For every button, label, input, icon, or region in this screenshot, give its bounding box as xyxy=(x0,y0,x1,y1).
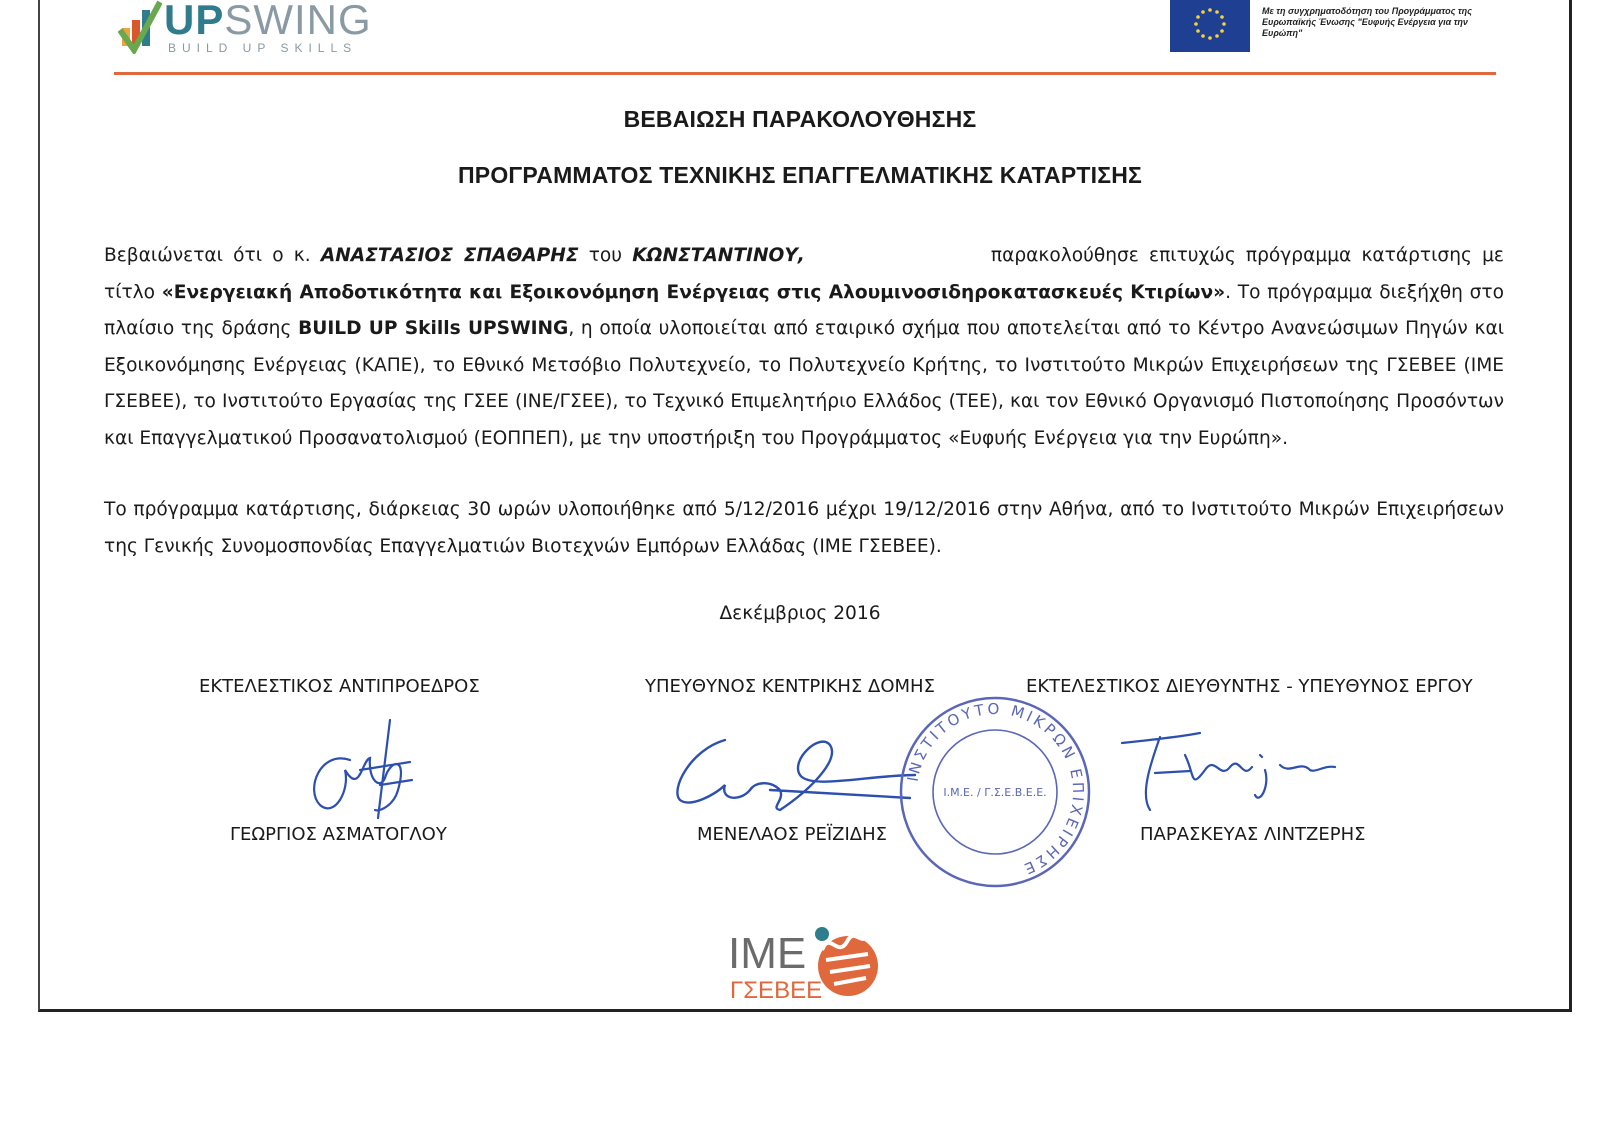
course-title: «Ενεργειακή Αποδοτικότητα και Εξοικονόμηση Ενέργειας στις Αλουμινοσιδηροκατασκευές Κτιρίων» xyxy=(161,281,1226,303)
trainee-name: ΑΝΑΣΤΑΣΙΟΣ ΣΠΑΘΑΡΗΣ xyxy=(320,245,579,266)
certificate-subtitle: ΠΡΟΓΡΑΜΜΑΤΟΣ ΤΕΧΝΙΚΗΣ ΕΠΑΓΓΕΛΜΑΤΙΚΗΣ ΚΑΤΑΡΤΙΣΗΣ xyxy=(457,162,1143,188)
signatory-2-role: ΥΠΕΥΘΥΝΟΣ ΚΕΝΤΡΙΚΗΣ ΔΟΜΗΣ xyxy=(645,676,935,697)
logo-swing-text: SWING xyxy=(224,0,372,43)
ime-logo-line2: ΓΣΕΒΕΕ xyxy=(730,977,823,1004)
eu-stars-icon xyxy=(1170,0,1250,52)
p1-conducted: . Το πρόγραμμα διεξήχθη στο πλαίσιο της δράσης xyxy=(104,281,1504,339)
signatory-3-role: ΕΚΤΕΛΕΣΤΙΚΟΣ ΔΙΕΥΘΥΝΤΗΣ - ΥΠΕΥΘΥΝΟΣ ΕΡΓΟΥ xyxy=(1026,676,1473,697)
p1-rest: , η οποία υλοποιείται από εταιρικό σχήμα που αποτελείται από το Κέντρο Ανανεώσιμων Πηγών και Εξοικονόμησης Ενέργειας (ΚΑΠΕ), το Εθνικό Μετσόβιο Πολυτεχνείο, το Πολυτεχνείο Κρήτης, το Ινστιτούτο Μικρών Επιχειρήσεων της ΓΣΕΒΕΕ (ΙΜΕ ΓΣΕΒΕΕ), το Ινστιτούτο Εργασίας της ΓΣΕΕ (ΙΝΕ/ΓΣΕΕ), το Τεχνικό Επιμελητήριο Ελλάδος (ΤΕΕ), και τον Εθνικό Οργανισμό Πιστοποίησης Προσόντων και Επαγγελματικού Προσανατολισμού (ΕΟΠΠΕΠ), με την υποστήριξη του Προγράμματος «Ευφυής Ενέργεια για την Ευρώπη». xyxy=(104,318,1504,449)
p1-of: του xyxy=(578,245,633,266)
header-rule xyxy=(114,72,1496,75)
signatory-1-name: ΓΕΩΡΓΙΟΣ ΑΣΜΑΤΟΓΛΟΥ xyxy=(230,824,447,845)
body-paragraph-1 xyxy=(104,238,1504,457)
logo-up-text: UP xyxy=(164,0,225,43)
signature-3 xyxy=(1120,725,1340,815)
father-name: ΚΩΝΣΤΑΝΤΙΝΟΥ xyxy=(632,245,798,266)
action-name: BUILD UP Skills UPSWING xyxy=(298,318,569,339)
stamp-center-text: Ι.Μ.Ε. / Γ.Σ.Ε.Β.Ε.Ε. xyxy=(943,786,1047,799)
logo-tagline: BUILD UP SKILLS xyxy=(168,41,358,55)
upswing-check-icon xyxy=(118,0,162,54)
ime-logo-line1: ΙΜΕ xyxy=(728,929,807,978)
signatory-3-name: ΠΑΡΑΣΚΕΥΑΣ ΛΙΝΤΖΕΡΗΣ xyxy=(1140,824,1366,845)
ime-gsevee-logo xyxy=(726,920,886,1010)
eu-flag xyxy=(1170,0,1250,52)
body-paragraph-2: Το πρόγραμμα κατάρτισης, διάρκειας 30 ωρών υλοποιήθηκε από 5/12/2016 μέχρι 19/12/2016 στην Αθήνα, από το Ινστιτούτο Μικρών Επιχειρήσεων της Γενικής Συνομοσπονδίας Επαγγελματιών Βιοτεχνών Εμπόρων Ελλάδας (ΙΜΕ ΓΣΕΒΕΕ). xyxy=(104,499,1504,557)
p1-intro: Βεβαιώνεται ότι ο κ. xyxy=(104,245,321,266)
upswing-logo xyxy=(118,0,378,56)
p1-comma: , xyxy=(797,245,805,266)
certificate-title: ΒΕΒΑΙΩΣΗ ΠΑΡΑΚΟΛΟΥΘΗΣΗΣ xyxy=(623,106,977,132)
signatory-1-role: ΕΚΤΕΛΕΣΤΙΚΟΣ ΑΝΤΙΠΡΟΕΔΡΟΣ xyxy=(199,676,480,697)
stamp-ring-text: ΙΝΣΤΙΤΟΥΤΟ ΜΙΚΡΩΝ ΕΠΙΧΕΙΡΗΣΕ xyxy=(903,699,1088,879)
issue-date: Δεκέμβριος 2016 xyxy=(719,603,881,624)
p1-attended: παρακολούθησε επιτυχώς πρόγραμμα κατάρτισης με τίτλο xyxy=(104,245,1504,303)
eu-funding-text: Με τη συγχρηματοδότηση του Προγράμματος της Ευρωπαϊκής Ένωσης "Ευφυής Ενέργεια για την Ευρώπη" xyxy=(1262,6,1472,38)
signature-2 xyxy=(670,720,920,830)
signature-1 xyxy=(290,700,430,830)
official-stamp xyxy=(895,692,1095,892)
signatory-2-name: ΜΕΝΕΛΑΟΣ ΡΕΪΖΙΔΗΣ xyxy=(697,824,888,845)
